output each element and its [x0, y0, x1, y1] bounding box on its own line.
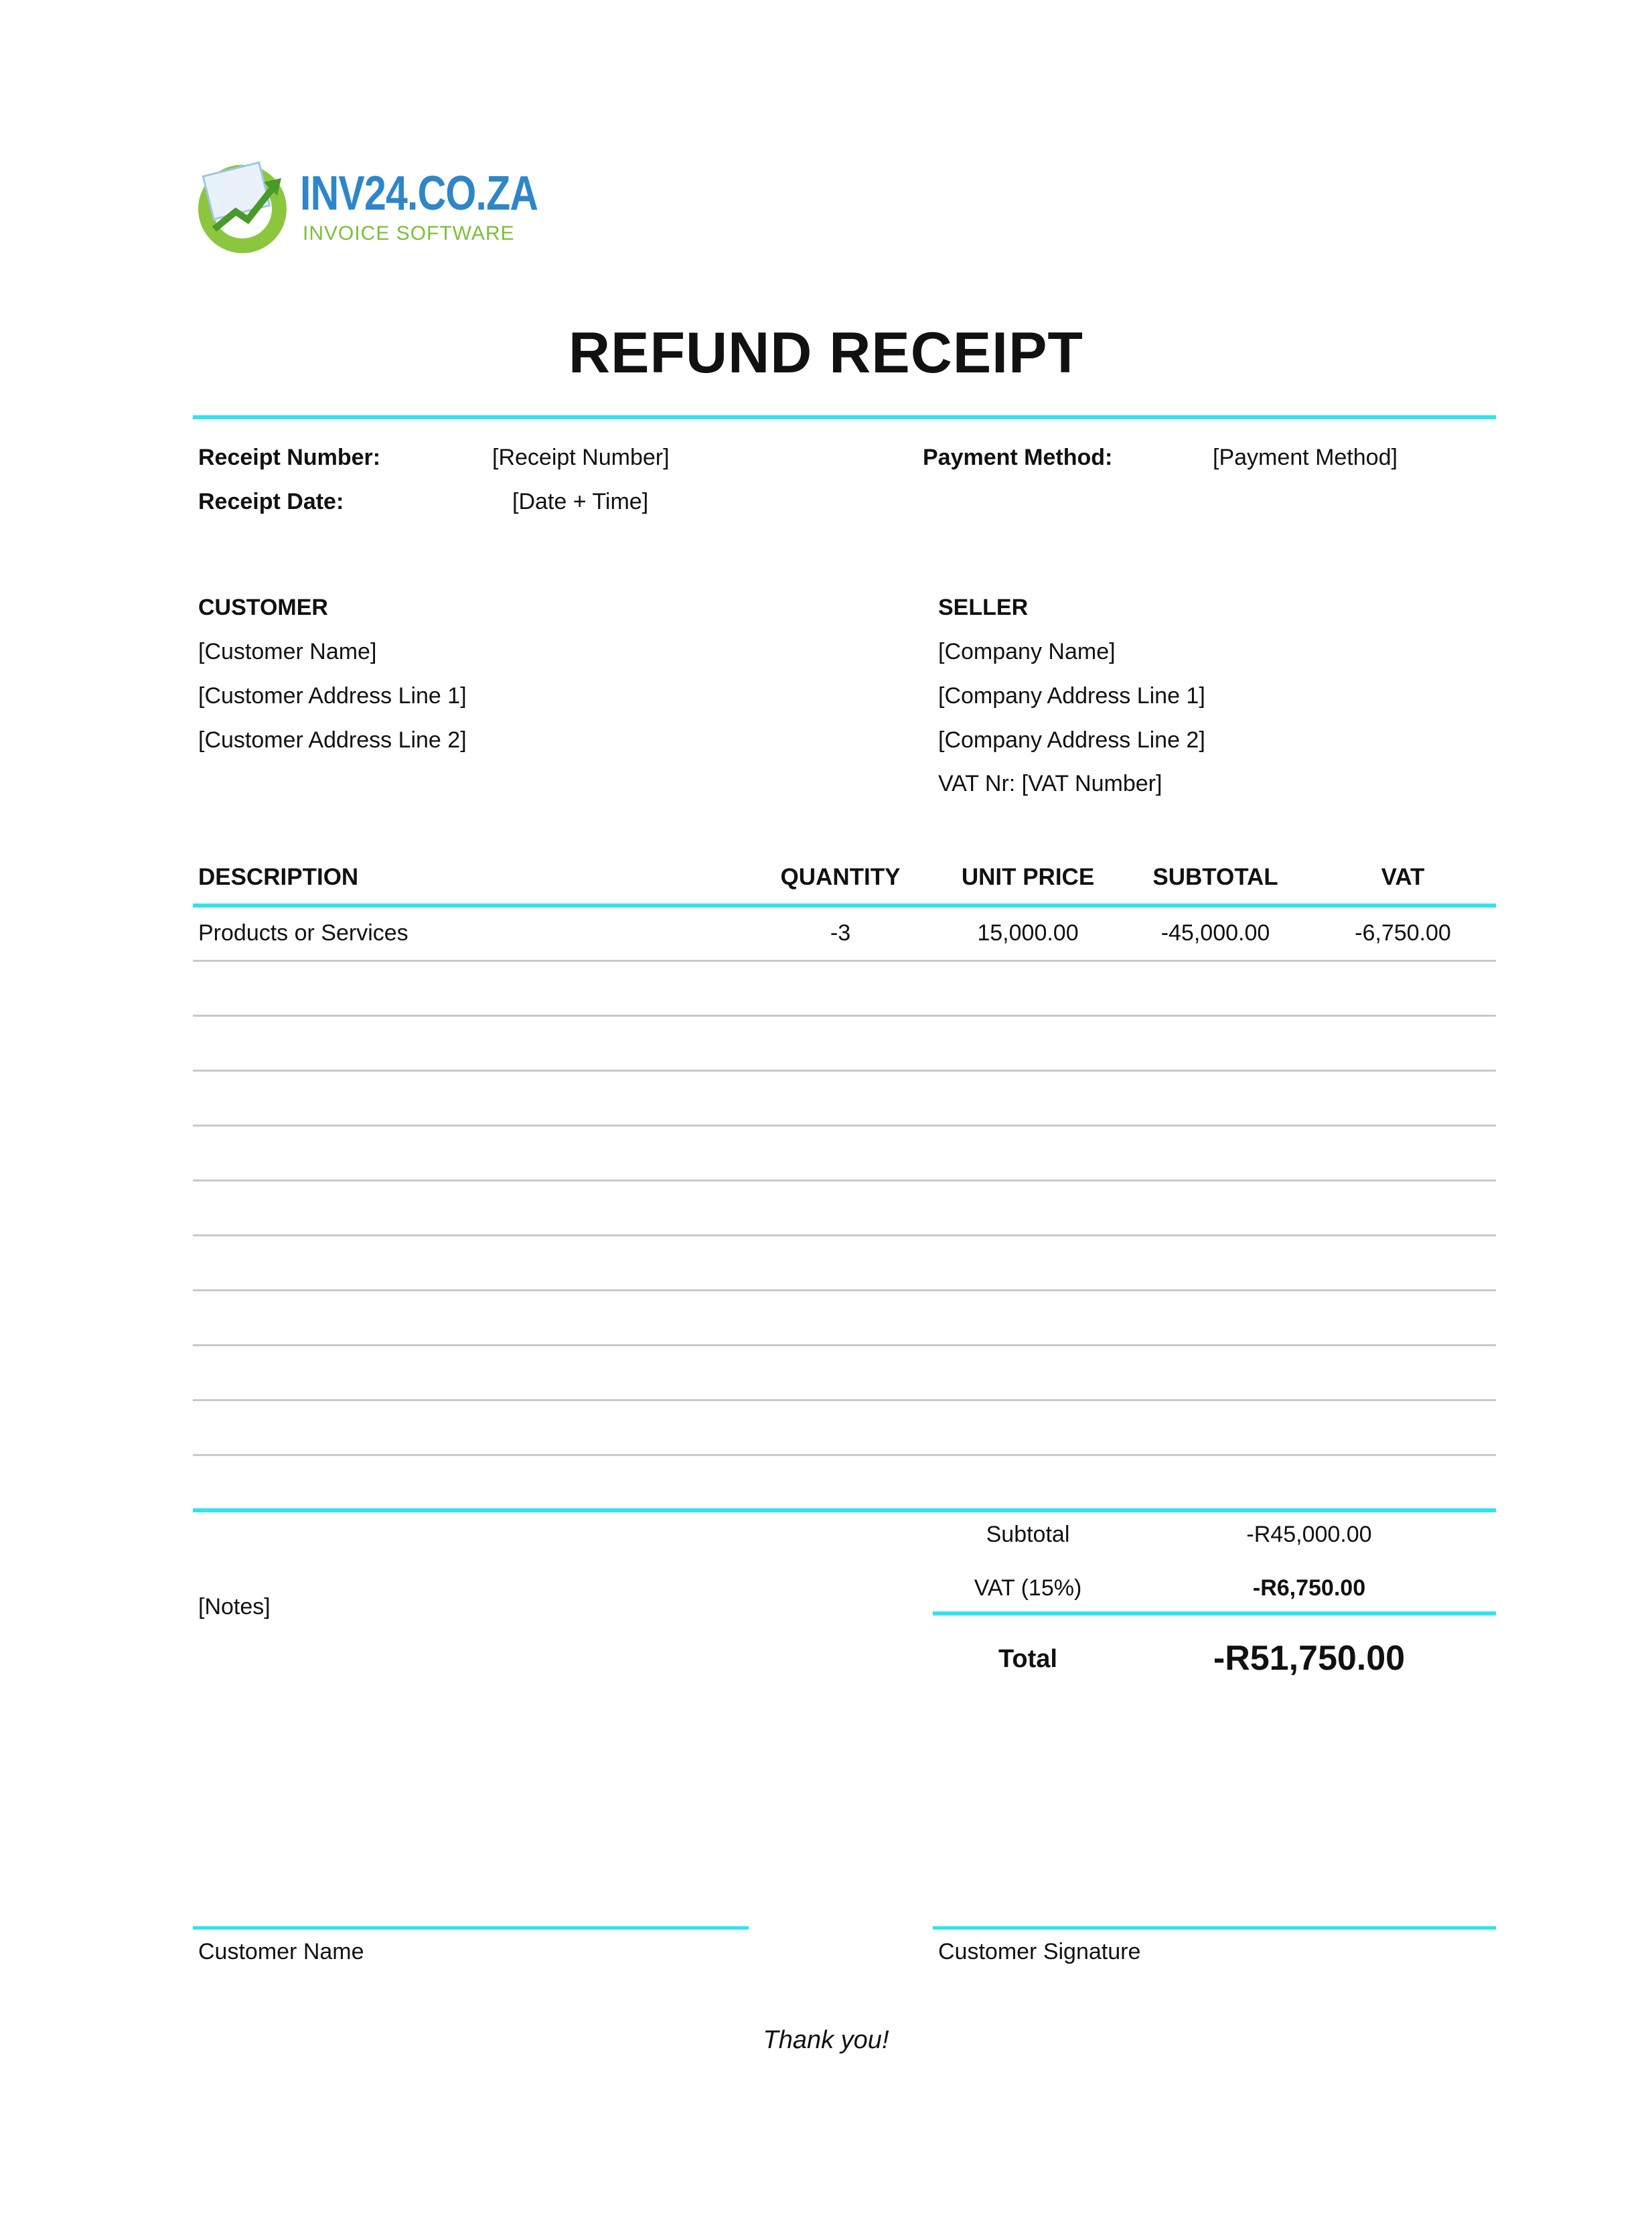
column-header-description: DESCRIPTION [198, 864, 359, 890]
row-divider [193, 1070, 1496, 1072]
subtotal-value: -R45,000.00 [1246, 1522, 1372, 1547]
table-footer-divider [193, 1508, 1496, 1512]
row-divider [193, 1399, 1496, 1401]
subtotal-label: Subtotal [986, 1522, 1070, 1547]
vat-value: -R6,750.00 [1252, 1575, 1366, 1601]
vat-label: VAT (15%) [974, 1575, 1082, 1601]
total-label: Total [998, 1645, 1057, 1673]
receipt-number-label: Receipt Number: [198, 445, 381, 470]
row-divider [193, 1234, 1496, 1236]
logo-tagline: INVOICE SOFTWARE [303, 222, 515, 244]
thank-you-note: Thank you! [763, 2026, 889, 2054]
seller-address-line-1: [Company Address Line 1] [938, 683, 1205, 709]
payment-method-label: Payment Method: [923, 445, 1113, 470]
payment-method-value: [Payment Method] [1213, 445, 1398, 470]
row-divider [193, 1125, 1496, 1127]
logo-icon [194, 154, 295, 255]
row-vat: -6,750.00 [1355, 920, 1451, 946]
title-divider [193, 415, 1496, 419]
total-value: -R51,750.00 [1213, 1639, 1406, 1678]
column-header-subtotal: SUBTOTAL [1152, 864, 1278, 890]
row-quantity: -3 [830, 920, 851, 946]
row-divider [193, 1289, 1496, 1291]
receipt-date-label: Receipt Date: [198, 489, 344, 514]
logo [194, 154, 538, 261]
row-divider [193, 1454, 1496, 1456]
row-description: Products or Services [198, 920, 408, 946]
receipt-number-value: [Receipt Number] [492, 445, 670, 470]
customer-address-line-2: [Customer Address Line 2] [198, 727, 467, 753]
receipt-date-value: [Date + Time] [512, 489, 649, 514]
column-header-vat: VAT [1381, 864, 1425, 890]
notes: [Notes] [198, 1594, 271, 1619]
row-divider [193, 960, 1496, 962]
row-subtotal: -45,000.00 [1160, 920, 1270, 946]
column-header-quantity: QUANTITY [780, 864, 901, 890]
customer-heading: CUSTOMER [198, 595, 328, 620]
customer-name-line [193, 1926, 749, 1930]
row-divider [193, 1344, 1496, 1346]
page-title: REFUND RECEIPT [569, 321, 1083, 385]
customer-signature-label: Customer Signature [938, 1939, 1141, 1964]
table-header-divider [193, 904, 1496, 908]
seller-address-line-2: [Company Address Line 2] [938, 727, 1205, 753]
column-header-unit-price: UNIT PRICE [961, 864, 1095, 890]
customer-address-line-1: [Customer Address Line 1] [198, 683, 467, 709]
row-unit-price: 15,000.00 [977, 920, 1079, 946]
customer-signature-line [933, 1926, 1496, 1930]
logo-wordmark: INV24.CO.ZA [300, 167, 538, 220]
seller-vat-number: VAT Nr: [VAT Number] [938, 771, 1162, 796]
customer-name-label: Customer Name [198, 1939, 364, 1964]
row-divider [193, 1179, 1496, 1181]
totals-divider [933, 1611, 1496, 1615]
row-divider [193, 1015, 1496, 1017]
seller-heading: SELLER [938, 595, 1029, 620]
seller-company-name: [Company Name] [938, 639, 1116, 664]
customer-name: [Customer Name] [198, 639, 377, 664]
